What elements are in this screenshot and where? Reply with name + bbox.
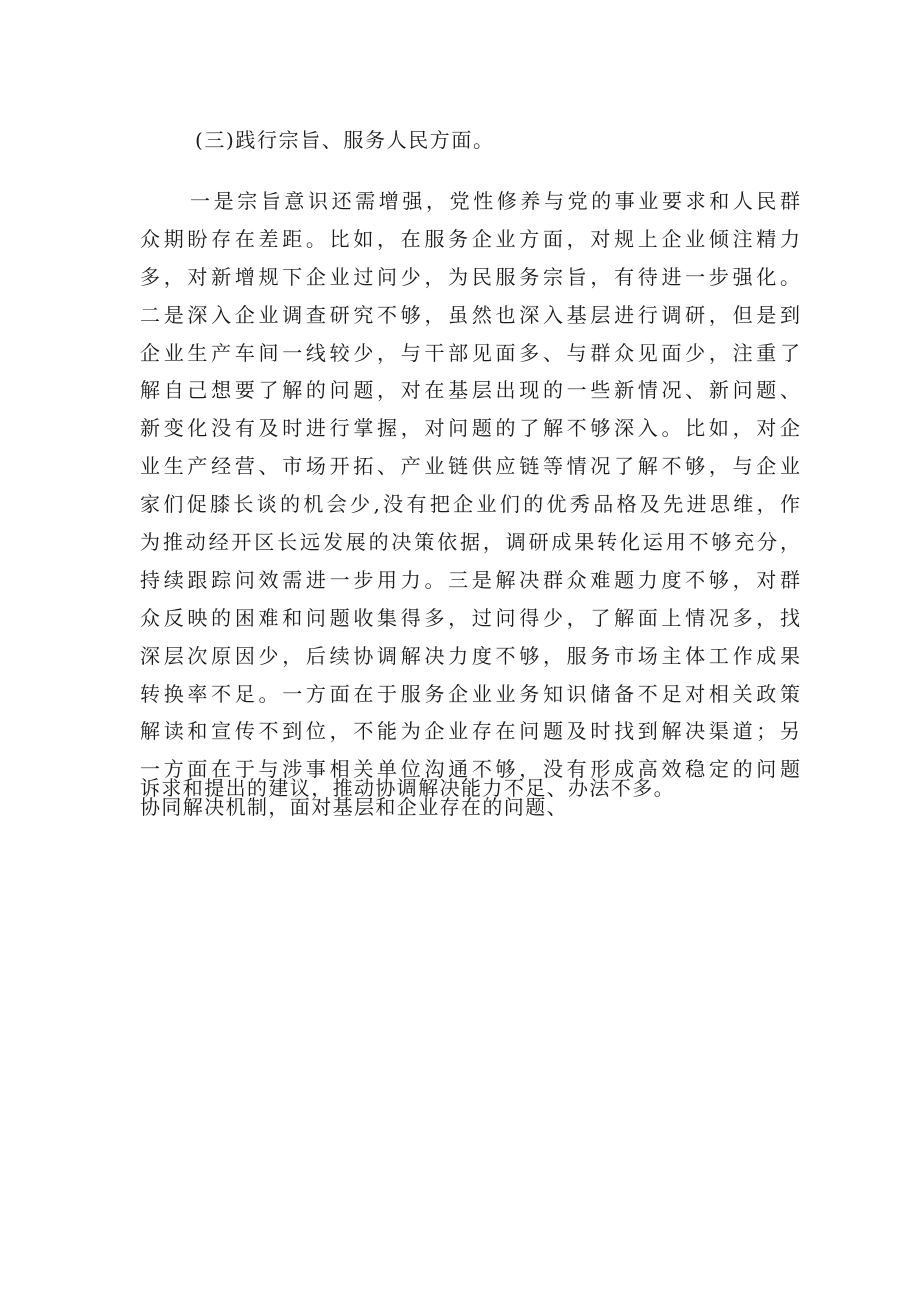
paragraph-line: 一方面在于与涉事相关单位沟通不够，没有形成高效稳定的问题: [140, 757, 800, 782]
paragraph-line: 多，对新增规下企业过问少，为民服务宗旨，有待进一步强化。: [140, 264, 800, 289]
paragraph-line: 转换率不足。一方面在于服务企业业务知识储备不足对相关政策: [140, 681, 800, 706]
paragraph-line: 为推动经开区长远发展的决策依据，调研成果转化运用不够充分，: [140, 530, 800, 555]
paragraph-line: 家们促膝长谈的机会少,没有把企业们的优秀品格及先进思维，作: [140, 492, 800, 517]
paragraph-line: 解读和宣传不到位，不能为企业存在问题及时找到解决渠道；另: [140, 719, 800, 744]
paragraph-line: 深层次原因少，后续协调解决力度不够，服务市场主体工作成果: [140, 643, 800, 668]
paragraph-line: 一是宗旨意识还需增强，党性修养与党的事业要求和人民群: [190, 189, 800, 213]
closing-line: 诉求和提出的建议，推动协调解决能力不足、办法不多。: [140, 776, 675, 800]
paragraph-line: 众反映的困难和问题收集得多，过问得少，了解面上情况多，找: [140, 605, 800, 630]
paragraph-line: 持续跟踪问效需进一步用力。三是解决群众难题力度不够，对群: [140, 567, 800, 592]
section-heading: (三)践行宗旨、服务人民方面。: [195, 128, 495, 152]
paragraph-line: 众期盼存在差距。比如，在服务企业方面，对规上企业倾注精力: [140, 226, 800, 251]
paragraph-line: 企业生产车间一线较少，与干部见面多、与群众见面少，注重了: [140, 340, 800, 365]
paragraph-line: 解自己想要了解的问题，对在基层出现的一些新情况、新问题、: [140, 378, 800, 403]
paragraph-line: 新变化没有及时进行掌握，对问题的了解不够深入。比如，对企: [140, 416, 800, 441]
body-paragraph: [140, 183, 800, 827]
paragraph-line: 二是深入企业调查研究不够，虽然也深入基层进行调研，但是到: [140, 302, 800, 327]
paragraph-line: 协同解决机制，面对基层和企业存在的问题、: [140, 795, 568, 820]
paragraph-line: 业生产经营、市场开拓、产业链供应链等情况了解不够，与企业: [140, 454, 800, 479]
